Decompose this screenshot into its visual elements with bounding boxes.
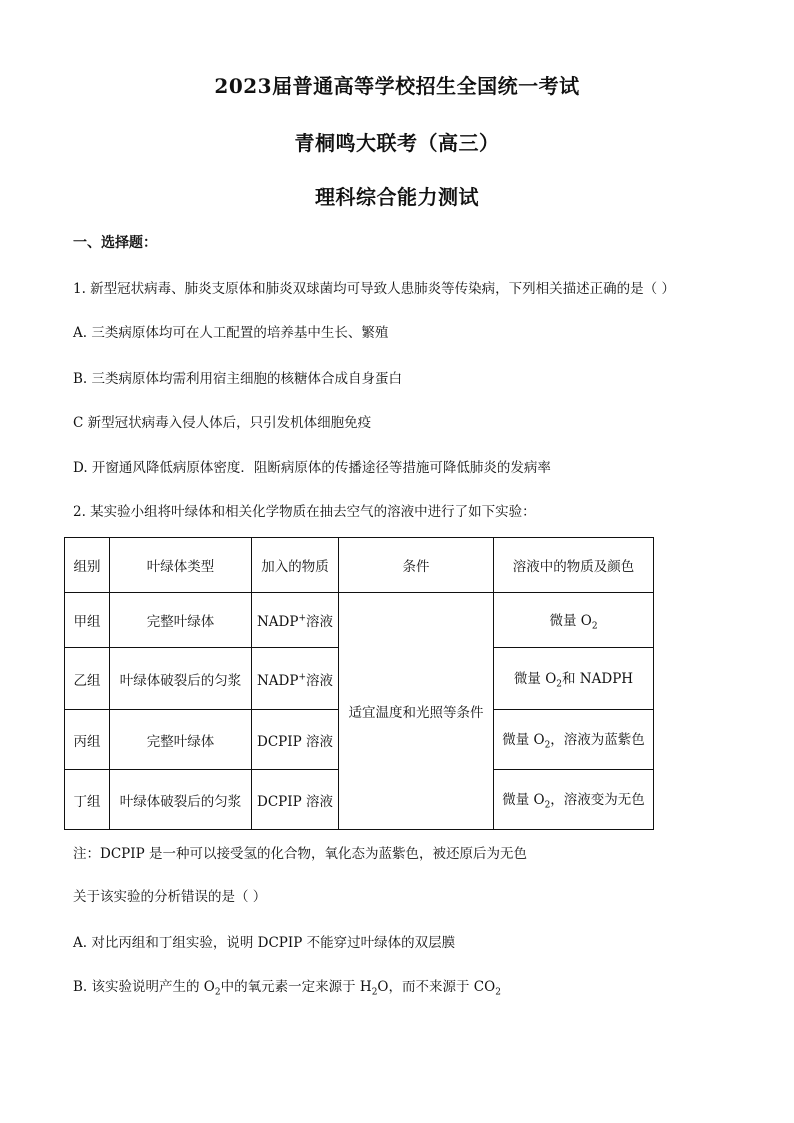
cell-result: 微量 $O_2$，溶液为蓝紫色: [494, 710, 654, 770]
header-condition: 条件: [339, 538, 494, 593]
cell-group: 丁组: [65, 770, 110, 830]
question-1-option-b: B. 三类病原体均需利用宿主细胞的核糖体合成自身蛋白: [73, 371, 403, 387]
cell-group: 丙组: [65, 710, 110, 770]
cell-type: 叶绿体破裂后的匀浆: [110, 648, 252, 710]
question-1-stem: 1. 新型冠状病毒、肺炎支原体和肺炎双球菌均可导致人患肺炎等传染病，下列相关描述正确的是（ ）: [73, 281, 675, 297]
question-1-option-a: A. 三类病原体均可在人工配置的培养基中生长、繁殖: [73, 325, 389, 341]
table-note: 注：DCPIP 是一种可以接受氢的化合物，氧化态为蓝紫色，被还原后为无色: [73, 846, 527, 862]
experiment-table: [64, 537, 654, 830]
cell-shared-condition: 适宜温度和光照等条件: [339, 593, 494, 830]
cell-result: 微量 $O_2$: [494, 593, 654, 648]
cell-substance: NADP+溶液: [252, 648, 339, 710]
cell-substance: DCPIP 溶液: [252, 710, 339, 770]
cell-type: 完整叶绿体: [110, 710, 252, 770]
section-heading: 一、选择题：: [73, 235, 157, 251]
exam-subject: 理科综合能力测试: [315, 185, 479, 209]
header-chloroplast-type: 叶绿体类型: [110, 538, 252, 593]
cell-group: 甲组: [65, 593, 110, 648]
header-added-substance: 加入的物质: [252, 538, 339, 593]
cell-group: 乙组: [65, 648, 110, 710]
question-2-option-b: B. 该实验说明产生的 $O_2$中的氧元素一定来源于 $H_2O$，而不来源于 $CO_2$: [73, 979, 501, 998]
table-header-row: [65, 538, 654, 593]
exam-title: 2023届普通高等学校招生全国统一考试: [214, 74, 580, 98]
question-2-stem: 2. 某实验小组将叶绿体和相关化学物质在抽去空气的溶液中进行了如下实验：: [73, 504, 536, 520]
question-2-ask: 关于该实验的分析错误的是（ ）: [73, 889, 267, 905]
table-row: [65, 593, 654, 648]
question-1-option-d: D. 开窗通风降低病原体密度．阻断病原体的传播途径等措施可降低肺炎的发病率: [73, 460, 551, 476]
cell-type: 叶绿体破裂后的匀浆: [110, 770, 252, 830]
cell-result: 微量 $O_2$，溶液变为无色: [494, 770, 654, 830]
cell-type: 完整叶绿体: [110, 593, 252, 648]
header-result: 溶液中的物质及颜色: [494, 538, 654, 593]
question-1-option-c: C 新型冠状病毒入侵人体后，只引发机体细胞免疫: [73, 415, 372, 431]
header-group: 组别: [65, 538, 110, 593]
cell-substance: NADP+溶液: [252, 593, 339, 648]
cell-substance: DCPIP 溶液: [252, 770, 339, 830]
exam-subtitle: 青桐鸣大联考（高三）: [294, 131, 500, 155]
cell-result: 微量 $O_2$和 NADPH: [494, 648, 654, 710]
question-2-option-a: A. 对比丙组和丁组实验，说明 DCPIP 不能穿过叶绿体的双层膜: [73, 935, 456, 951]
